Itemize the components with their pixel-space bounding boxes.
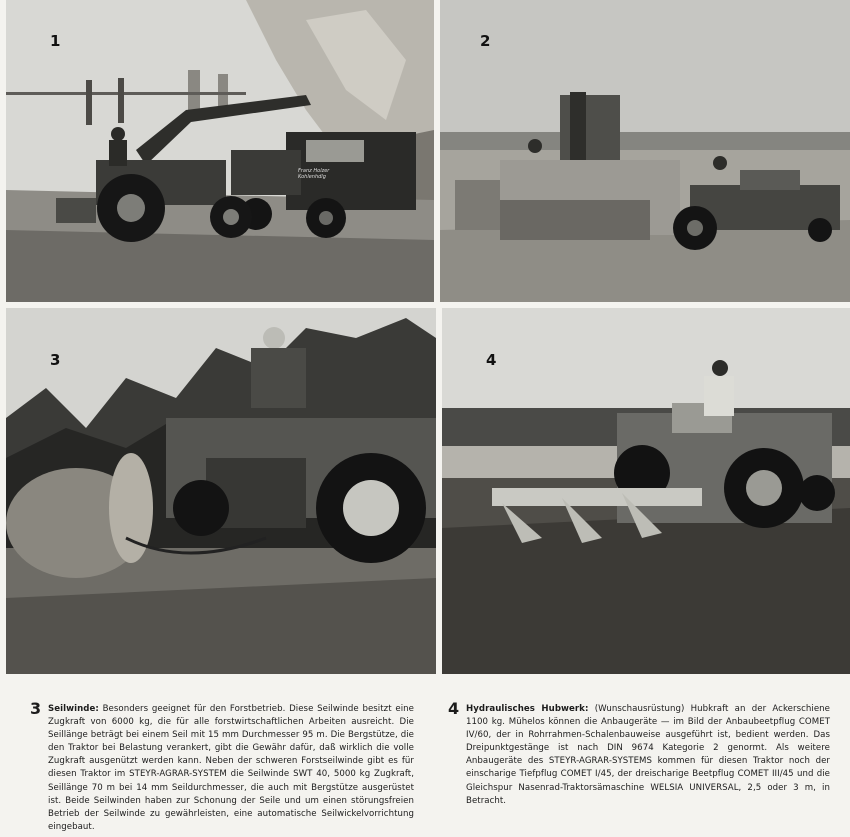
caption-4 [448,699,831,808]
photo-3-number: 3 [50,351,61,369]
photo-3-cable-winch [6,308,436,674]
photo-1-image [6,0,434,302]
photo-1-loader-tractor [6,0,434,302]
caption-4-number: 4 [448,699,460,718]
photo-1-number: 1 [50,32,61,50]
photo-2-number: 2 [480,32,491,50]
caption-3 [30,699,414,834]
caption-3-text: Besonders geeignet für den Forstbetrieb. Diese Seilwinde besitzt eine Zugkraft von 6000 kg, die für alle forstwirtschaftlichen Arbeiten ausreicht. Die Seillänge beträgt bei einem Seil mit 15 mm Durchmesser 95 m. Die Bergstütze, die den Traktor bei Belastung verankert, gibt die Gewähr dafür, daß wirklich die volle Zugkraft ausgenützt werden kann. Neben der schweren Forstseilwinde gibt es für diesen Traktor im STEYR-AGRAR-SYSTEM die Seilwinde SWT 40, 5000 kg Zugkraft, Seillänge 70 m bei 14 mm Seildurchmesser, die auch mit Bergstütze ausgerüstet ist. Beide Seilwinden haben zur Schonung der Seile und um einen störungsfreien Betrieb der Seilwinde zu gewährleisten, eine automatische Seilwickelvorrichtung eingebaut. [48,704,414,832]
photo-2-harvester [440,0,850,302]
photo-2-image [440,0,850,302]
photo-4-image [442,308,850,674]
photo-4-plough [442,308,850,674]
truck-lettering: Franz Holzer Kohlenhdlg [298,168,330,180]
photo-4-number: 4 [486,351,497,369]
caption-3-heading: Seilwinde: [48,704,99,714]
photo-3-image [6,308,436,674]
caption-4-text: (Wunschausrüstung) Hubkraft an der Ackerschiene 1100 kg. Mühelos können die Anbaugeräte — im Bild der Anbaubeetpflug COMET IV/60, der in Rohrrahmen-Schalenbauweise ausgeführt ist, bedient werden. Das Dreipunktgestänge ist nach DIN 9674 Kategorie 2 genormt. Als weitere Anbaugeräte des STEYR-AGRAR-SYSTEMS kommen für diesen Traktor noch der einscharige Tiefpflug COMET I/45, der dreischarige Beetpflug COMET III/45 und die Gleichspur Nasenrad-Traktorsämaschine WELSIA UNIVERSAL, 2,5 oder 3 m, in Betracht. [466,704,831,806]
caption-3-number: 3 [30,699,42,718]
caption-4-heading: Hydraulisches Hubwerk: [466,704,589,714]
